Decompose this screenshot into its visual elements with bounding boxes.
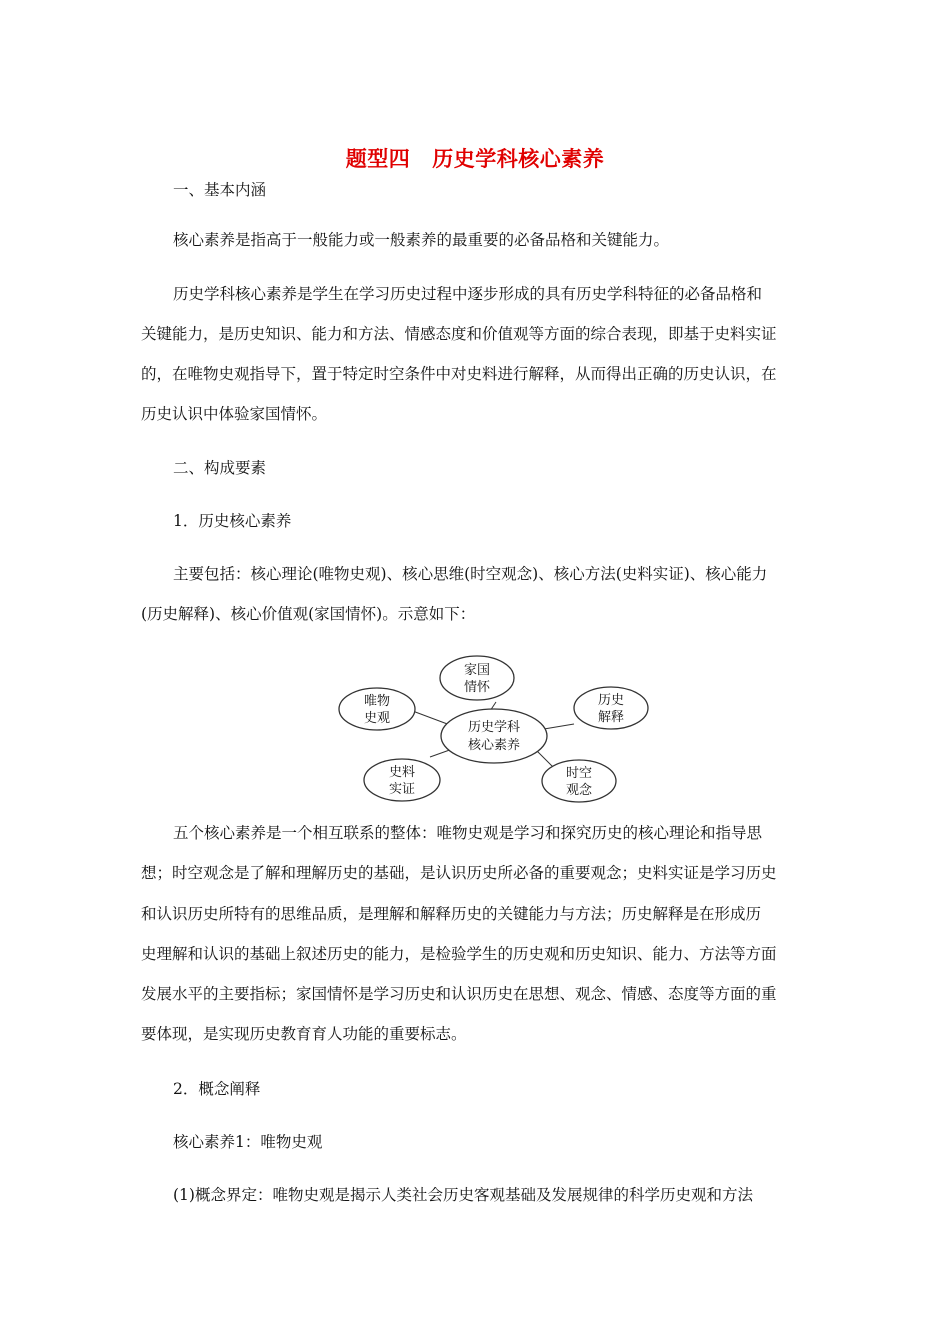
paragraph-core-line-2: 关键能力，是历史知识、能力和方法、情感态度和价值观等方面的综合表现，即基于史料实证 xyxy=(141,325,777,343)
bottom-left-label-1: 史料 xyxy=(388,765,416,780)
bottom-right-label-1: 时空 xyxy=(565,766,593,781)
core-literacy-diagram xyxy=(330,650,655,805)
section-heading-2: 二、构成要素 xyxy=(173,459,267,477)
right-label-1: 历史 xyxy=(597,693,625,708)
top-label-1: 家国 xyxy=(463,663,491,678)
left-label-2: 史观 xyxy=(363,711,391,726)
paragraph-relations-line-4: 史理解和认识的基础上叙述历史的能力，是检验学生的历史观和历史知识、能力、方法等方面 xyxy=(141,945,777,963)
connector-left xyxy=(410,710,450,725)
center-label-1: 历史学科 xyxy=(467,720,521,735)
sub-heading-1: 1．历史核心素养 xyxy=(173,512,292,530)
paragraph-relations-line-2: 想；时空观念是了解和理解历史的基础，是认识历史所必备的重要观念；史料实证是学习历史 xyxy=(141,864,777,882)
paragraph-concept-definition: (1)概念界定：唯物史观是揭示人类社会历史客观基础及发展规律的科学历史观和方法 xyxy=(173,1186,753,1204)
section-heading-1: 一、基本内涵 xyxy=(173,181,267,199)
paragraph-relations-line-1: 五个核心素养是一个相互联系的整体：唯物史观是学习和探究历史的核心理论和指导思 xyxy=(173,824,763,842)
paragraph-definition: 核心素养是指高于一般能力或一般素养的最重要的必备品格和关键能力。 xyxy=(173,231,670,249)
right-label-2: 解释 xyxy=(597,710,625,725)
paragraph-core-line-4: 历史认识中体验家国情怀。 xyxy=(141,405,328,423)
paragraph-core-line-1: 历史学科核心素养是学生在学习历史过程中逐步形成的具有历史学科特征的必备品格和 xyxy=(173,285,763,303)
title-sub: 历史学科核心素养 xyxy=(432,146,605,171)
paragraph-relations-line-5: 发展水平的主要指标；家国情怀是学习历史和认识历史在思想、观念、情感、态度等方面的重 xyxy=(141,985,777,1003)
bottom-right-label-2: 观念 xyxy=(565,783,593,798)
center-node xyxy=(441,709,547,763)
paragraph-relations-line-3: 和认识历史所特有的思维品质，是理解和解释历史的关键能力与方法；历史解释是在形成历 xyxy=(141,905,762,923)
paragraph-components-line-1: 主要包括：核心理论(唯物史观)、核心思维(时空观念)、核心方法(史料实证)、核心能力 xyxy=(173,565,768,583)
center-label-2: 核心素养 xyxy=(467,738,521,753)
paragraph-relations-line-6: 要体现，是实现历史教育育人功能的重要标志。 xyxy=(141,1025,467,1043)
top-label-2: 情怀 xyxy=(463,680,491,695)
page-title xyxy=(0,143,950,173)
sub-heading-2: 2．概念阐释 xyxy=(173,1080,261,1098)
paragraph-components-line-2: (历史解释)、核心价值观(家国情怀)。示意如下： xyxy=(141,605,476,623)
paragraph-core-line-3: 的，在唯物史观指导下，置于特定时空条件中对史料进行解释，从而得出正确的历史认识，在 xyxy=(141,365,777,383)
core-heading-1: 核心素养1：唯物史观 xyxy=(173,1133,323,1151)
bottom-left-label-2: 实证 xyxy=(388,782,416,797)
title-main: 题型四 xyxy=(345,146,411,171)
left-label-1: 唯物 xyxy=(363,694,391,709)
